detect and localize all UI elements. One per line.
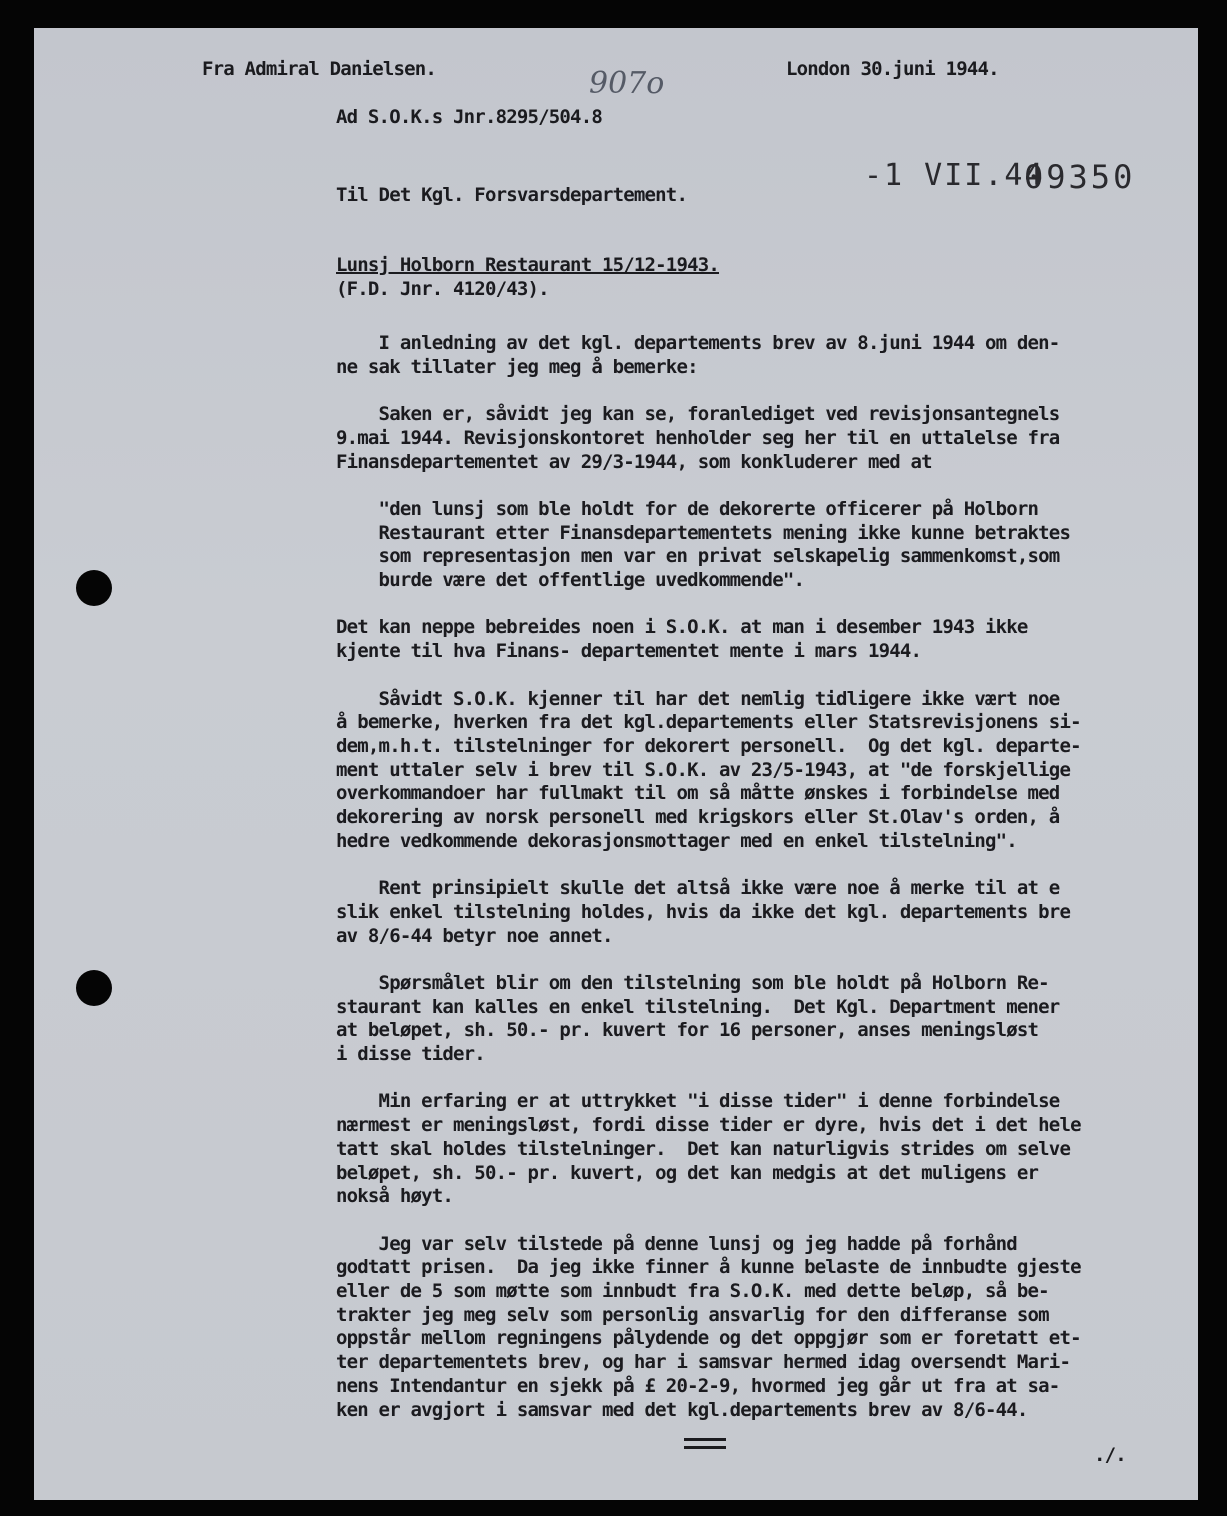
body-line: nærmest er meningsløst, fordi disse tider er dyre, hvis det i det hele — [336, 1114, 1081, 1136]
separator-mark — [684, 1446, 726, 1449]
subject-line: Lunsj Holborn Restaurant 15/12-1943. — [336, 254, 720, 276]
body-line: i disse tider. — [336, 1043, 485, 1065]
binder-hole-bottom — [76, 970, 112, 1006]
recipient-line: Til Det Kgl. Forsvarsdepartement. — [336, 184, 688, 206]
body-line: Det kan neppe bebreides noen i S.O.K. at man i desember 1943 ikke — [336, 616, 1028, 638]
body-line: kjente til hva Finans- departementet mente i mars 1944. — [336, 640, 922, 662]
place-date: London 30.juni 1944. — [786, 58, 999, 80]
body-line: godtatt prisen. Da jeg ikke finner å kunne belaste de innbudte gjeste — [336, 1256, 1081, 1278]
body-line: oppstår mellom regningens pålydende og det oppgjør som er foretatt et- — [336, 1327, 1081, 1349]
binder-hole-top — [76, 570, 112, 606]
reference-line: Ad S.O.K.s Jnr.8295/504.8 — [336, 106, 602, 128]
body-line: som representasjon men var en privat selskapelig sammenkomst,som — [336, 545, 1060, 567]
body-line: av 8/6-44 betyr noe annet. — [336, 925, 613, 947]
handwritten-number: 907o — [589, 66, 665, 101]
received-date-stamp: -1 VII.44 — [864, 158, 1045, 193]
body-line: ken er avgjort i samsvar med det kgl.departements brev av 8/6-44. — [336, 1399, 1028, 1421]
body-line: å bemerke, hverken fra det kgl.departements eller Statsrevisjonens si- — [336, 711, 1081, 733]
body-line: overkommandoer har fullmakt til om så måtte ønskes i forbindelse med — [336, 782, 1060, 804]
body-line: Spørsmålet blir om den tilstelning som ble holdt på Holborn Re- — [336, 972, 1049, 994]
journal-number-stamp: 09350 — [1024, 158, 1136, 196]
body-line: nokså høyt. — [336, 1185, 454, 1207]
body-line: eller de 5 som møtte som innbudt fra S.O.K. med dette beløp, så be- — [336, 1280, 1049, 1302]
body-line: trakter jeg meg selv som personlig ansvarlig for den differanse som — [336, 1304, 1049, 1326]
body-line: Jeg var selv tilstede på denne lunsj og jeg hadde på forhånd — [336, 1233, 1017, 1255]
body-line: ne sak tillater jeg meg å bemerke: — [336, 356, 698, 378]
continuation-mark: ./. — [1094, 1444, 1126, 1466]
body-line: ment uttaler selv i brev til S.O.K. av 23/5-1943, at "de forskjellige — [336, 759, 1071, 781]
separator-mark — [684, 1438, 726, 1441]
body-line: dem,m.h.t. tilstelninger for dekorert personell. Og det kgl. departe- — [336, 735, 1081, 757]
body-line: Såvidt S.O.K. kjenner til har det nemlig tidligere ikke vært noe — [336, 688, 1060, 710]
body-line: Restaurant etter Finansdepartementets mening ikke kunne betraktes — [336, 522, 1071, 544]
body-line: Finansdepartementet av 29/3-1944, som konkluderer med at — [336, 451, 932, 473]
body-line: 9.mai 1944. Revisjonskontoret henholder seg her til en uttalelse fra — [336, 427, 1060, 449]
body-line: I anledning av det kgl. departements brev av 8.juni 1944 om den- — [336, 332, 1060, 354]
body-line: Rent prinsipielt skulle det altså ikke være noe å merke til at e — [336, 877, 1060, 899]
document-page — [34, 28, 1198, 1500]
body-line: nens Intendantur en sjekk på £ 20-2-9, hvormed jeg går ut fra at sa- — [336, 1375, 1060, 1397]
body-line: hedre vedkommende dekorasjonsmottager med en enkel tilstelning". — [336, 830, 1017, 852]
body-line: tatt skal holdes tilstelninger. Det kan naturligvis strides om selve — [336, 1138, 1071, 1160]
body-line: staurant kan kalles en enkel tilstelning. Det Kgl. Department mener — [336, 996, 1060, 1018]
body-line: slik enkel tilstelning holdes, hvis da ikke det kgl. departements bre — [336, 901, 1071, 923]
body-line: burde være det offentlige uvedkommende". — [336, 569, 805, 591]
body-line: ter departementets brev, og har i samsvar hermed idag oversendt Mari- — [336, 1351, 1071, 1373]
body-line: dekorering av norsk personell med krigskors eller St.Olav's orden, å — [336, 806, 1060, 828]
body-line: beløpet, sh. 50.- pr. kuvert, og det kan medgis at det muligens er — [336, 1162, 1039, 1184]
subject-journal-line: (F.D. Jnr. 4120/43). — [336, 278, 549, 300]
sender-line: Fra Admiral Danielsen. — [202, 58, 437, 80]
body-line: Saken er, såvidt jeg kan se, foranlediget ved revisjonsantegnels — [336, 403, 1060, 425]
body-line: Min erfaring er at uttrykket "i disse tider" i denne forbindelse — [336, 1090, 1060, 1112]
body-line: "den lunsj som ble holdt for de dekorerte officerer på Holborn — [336, 498, 1039, 520]
body-line: at beløpet, sh. 50.- pr. kuvert for 16 personer, anses meningsløst — [336, 1019, 1039, 1041]
